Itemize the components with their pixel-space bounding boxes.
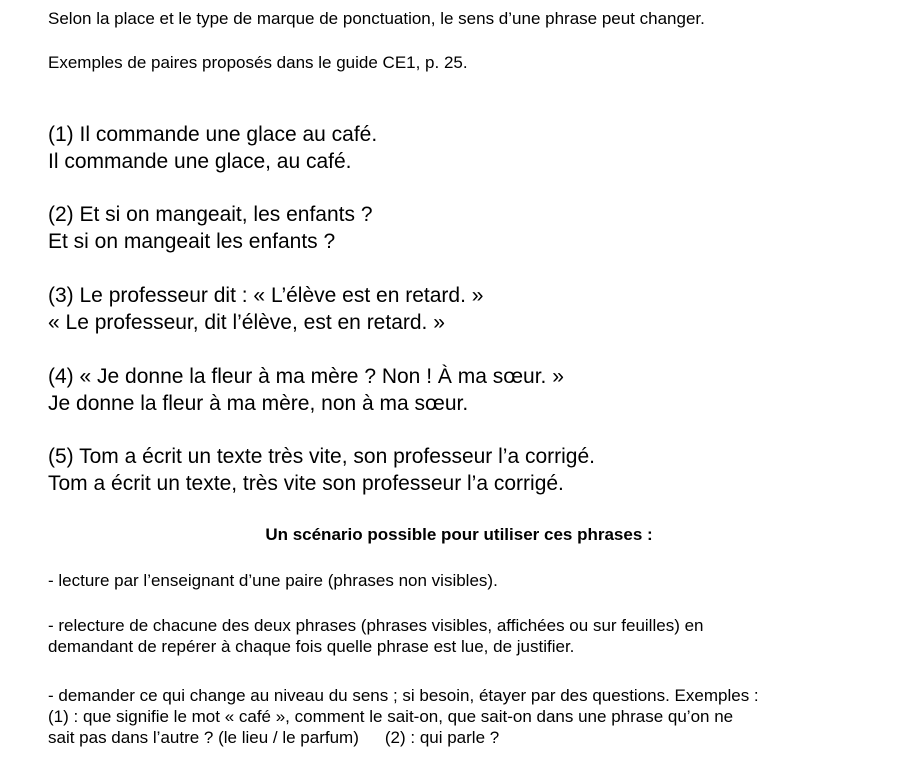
pair-3-sentence-a: (3) Le professeur dit : « L’élève est en retard. » xyxy=(48,284,484,307)
scenario-step-3-line-1: - demander ce qui change au niveau du sens ; si besoin, étayer par des questions. Exemples : xyxy=(48,686,759,705)
scenario-step-3-line-3 xyxy=(48,727,759,748)
scenario-step-2-line-1: - relecture de chacune des deux phrases (phrases visibles, affichées ou sur feuilles) en xyxy=(48,616,704,635)
pair-4-sentence-b: Je donne la fleur à ma mère, non à ma sœur. xyxy=(48,392,469,415)
sentence-pair-4 xyxy=(48,363,564,417)
pair-3-sentence-b: « Le professeur, dit l’élève, est en retard. » xyxy=(48,311,445,334)
pair-2-sentence-b: Et si on mangeait les enfants ? xyxy=(48,230,336,253)
scenario-step-3-line-2: (1) : que signifie le mot « café », comment le sait-on, que sait-on dans une phrase qu’on ne xyxy=(48,707,734,726)
sentence-pair-2 xyxy=(48,201,373,255)
pair-4-sentence-a: (4) « Je donne la fleur à ma mère ? Non ! À ma sœur. » xyxy=(48,365,564,388)
scenario-step-1: - lecture par l’enseignant d’une paire (phrases non visibles). xyxy=(48,571,498,590)
scenario-step-3-line-3-part-b: (2) : qui parle ? xyxy=(384,728,500,747)
pair-2-sentence-a: (2) Et si on mangeait, les enfants ? xyxy=(48,203,373,226)
pair-1-sentence-b: Il commande une glace, au café. xyxy=(48,150,352,173)
guide-reference: Exemples de paires proposés dans le guide CE1, p. 25. xyxy=(48,53,468,72)
scenario-step-2 xyxy=(48,615,704,657)
scenario-heading: Un scénario possible pour utiliser ces phrases : xyxy=(265,525,653,544)
pair-5-sentence-b: Tom a écrit un texte, très vite son professeur l’a corrigé. xyxy=(48,472,564,495)
intro-text: Selon la place et le type de marque de ponctuation, le sens d’une phrase peut changer. xyxy=(48,9,705,28)
scenario-step-3-line-3-part-a: sait pas dans l’autre ? (le lieu / le parfum) xyxy=(48,728,359,747)
scenario-step-3 xyxy=(48,685,759,748)
pair-5-sentence-a: (5) Tom a écrit un texte très vite, son professeur l’a corrigé. xyxy=(48,445,596,468)
sentence-pair-3 xyxy=(48,282,483,336)
scenario-step-2-line-2: demandant de repérer à chaque fois quelle phrase est lue, de justifier. xyxy=(48,637,575,656)
pair-1-sentence-a: (1) Il commande une glace au café. xyxy=(48,123,378,146)
sentence-pair-1 xyxy=(48,121,377,175)
sentence-pair-5 xyxy=(48,443,595,497)
